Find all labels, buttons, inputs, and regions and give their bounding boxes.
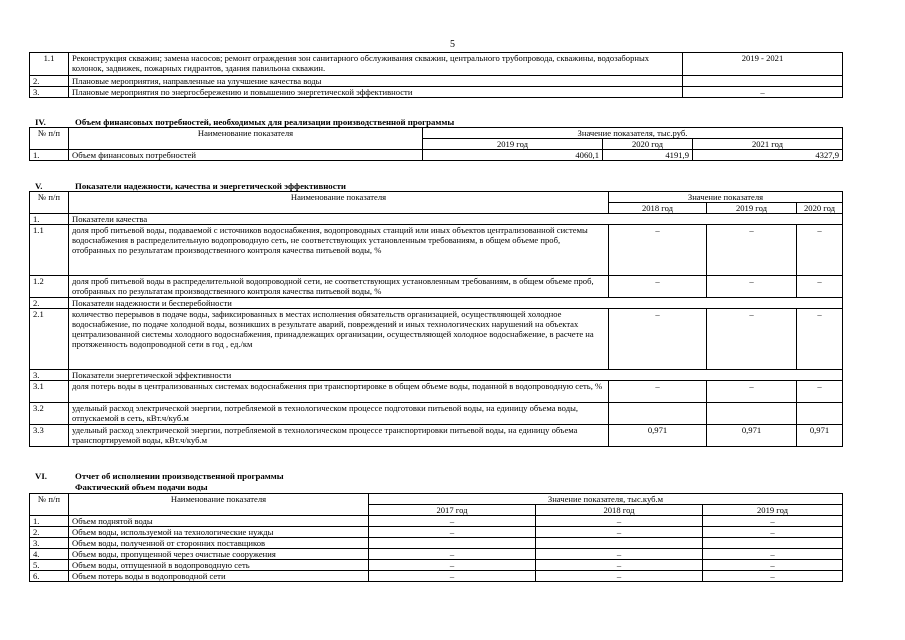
row-number: 3.2	[30, 403, 69, 425]
row-name: Объем потерь воды в водопроводной сети	[69, 571, 369, 582]
section-number: IV.	[35, 117, 46, 127]
row-value: –	[369, 527, 536, 538]
table-row	[30, 560, 843, 571]
row-value	[707, 403, 797, 425]
section-title: Отчет об исполнении производственной программы	[75, 471, 284, 481]
row-name: Объем поднятой воды	[69, 516, 369, 527]
financial-needs-table	[29, 127, 843, 161]
row-number: 1.1	[30, 53, 69, 76]
row-number: 3.	[30, 87, 69, 98]
section-number: VI.	[35, 471, 47, 481]
header-number: № п/п	[30, 494, 69, 516]
row-value: 0,971	[707, 425, 797, 447]
table-header-row	[30, 494, 843, 505]
activity-period	[683, 76, 843, 87]
row-value: –	[797, 381, 843, 403]
activity-period: –	[683, 87, 843, 98]
year-header: 2021 год	[693, 139, 843, 150]
section-number: V.	[35, 181, 43, 191]
row-value: –	[536, 516, 703, 527]
row-number: 1.	[30, 150, 69, 161]
header-name: Наименование показателя	[69, 128, 423, 150]
row-name: количество перерывов в подаче воды, зафиксированных в местах исполнения обязательств организацией, осуществляющей холодное водоснабжение, по подаче холодной воды, возникших в результате аварий, повреждений и иных технологических нарушений на объектах централизованной системы холодного водоснабжения, принадлежащих организации, осуществляющей холодное водоснабжение, в расчете на протяженность водопроводной сети в год , ед./км	[69, 309, 609, 370]
row-name: Объем воды, пропущенной через очистные сооружения	[69, 549, 369, 560]
row-name: доля потерь воды в централизованных системах водоснабжения при транспортировке в общем объеме воды, поданной в водопроводную сеть, %	[69, 381, 609, 403]
row-value	[369, 538, 536, 549]
row-value: 0,971	[797, 425, 843, 447]
group-row	[30, 370, 843, 381]
table-row	[30, 538, 843, 549]
year-header: 2019 год	[423, 139, 603, 150]
row-value: –	[703, 571, 843, 582]
row-value: –	[703, 527, 843, 538]
row-value: –	[703, 549, 843, 560]
group-row	[30, 214, 843, 225]
header-value: Значение показателя, тыс.куб.м	[369, 494, 843, 505]
row-number: 3.1	[30, 381, 69, 403]
row-value: –	[797, 276, 843, 298]
row-value	[609, 403, 707, 425]
row-value: 4060,1	[423, 150, 603, 161]
row-number: 3.	[30, 370, 69, 381]
row-value	[797, 403, 843, 425]
year-header: 2019 год	[707, 203, 797, 214]
group-name: Показатели надежности и бесперебойности	[69, 298, 843, 309]
row-number: 1.1	[30, 225, 69, 276]
year-header: 2019 год	[703, 505, 843, 516]
row-value: –	[797, 309, 843, 370]
table-row	[30, 571, 843, 582]
row-number: 2.1	[30, 309, 69, 370]
header-value: Значение показателя	[609, 192, 843, 203]
header-number: № п/п	[30, 128, 69, 150]
activity-text: Плановые мероприятия по энергосбережению и повышению энергетической эффективности	[69, 87, 683, 98]
section-6-subheading	[75, 482, 208, 492]
year-header: 2017 год	[369, 505, 536, 516]
row-value: –	[707, 276, 797, 298]
header-number: № п/п	[30, 192, 69, 214]
table-row	[30, 381, 843, 403]
row-value: –	[536, 549, 703, 560]
row-number: 2.	[30, 527, 69, 538]
table-row	[30, 225, 843, 276]
row-name: Объем воды, отпущенной в водопроводную сеть	[69, 560, 369, 571]
group-row	[30, 298, 843, 309]
row-number: 1.2	[30, 276, 69, 298]
row-value	[703, 538, 843, 549]
section-title: Показатели надежности, качества и энергетической эффективности	[75, 181, 346, 191]
row-value: –	[609, 276, 707, 298]
row-value: –	[536, 571, 703, 582]
table-header-row	[30, 192, 843, 203]
table-header-row	[30, 128, 843, 139]
row-name: удельный расход электрической энергии, потребляемой в технологическом процессе транспортировки питьевой воды, на единицу объема транспортируемой воды, кВт.ч/куб.м	[69, 425, 609, 447]
row-value: –	[369, 549, 536, 560]
year-header: 2018 год	[536, 505, 703, 516]
section-title: Объем финансовых потребностей, необходимых для реализации производственной программы	[75, 117, 455, 127]
row-value: –	[703, 560, 843, 571]
table-row	[30, 549, 843, 560]
row-value: –	[707, 309, 797, 370]
table-row	[30, 276, 843, 298]
activity-period: 2019 - 2021	[683, 53, 843, 76]
table-row	[30, 76, 843, 87]
row-name: удельный расход электрической энергии, потребляемой в технологическом процессе подготовки питьевой воды, на единицу объема воды, отпускаемой в сеть, кВт.ч/куб.м	[69, 403, 609, 425]
activities-table	[29, 52, 843, 98]
table-row	[30, 403, 843, 425]
section-subtitle: Фактический объем подачи воды	[75, 482, 208, 492]
row-value: –	[609, 309, 707, 370]
row-number: 3.3	[30, 425, 69, 447]
year-header: 2020 год	[603, 139, 693, 150]
row-value: –	[369, 560, 536, 571]
row-number: 6.	[30, 571, 69, 582]
table-row	[30, 516, 843, 527]
header-value: Значение показателя, тыс.руб.	[423, 128, 843, 139]
table-row	[30, 527, 843, 538]
row-name: Объем воды, полученной от сторонних поставщиков	[69, 538, 369, 549]
group-name: Показатели энергетической эффективности	[69, 370, 843, 381]
activity-text: Плановые мероприятия, направленные на улучшение качества воды	[69, 76, 683, 87]
row-value: –	[369, 571, 536, 582]
row-number: 4.	[30, 549, 69, 560]
row-value: –	[609, 381, 707, 403]
row-value: –	[707, 225, 797, 276]
row-number: 2.	[30, 76, 69, 87]
row-name: доля проб питьевой воды, подаваемой с источников водоснабжения, водопроводных станций или иных объектов централизованной системы водоснабжения в распределительную водопроводную сеть, не соответствующих установленным требованиям, в общем объеме проб, отобранных по результатам производственного контроля качества питьевой воды, %	[69, 225, 609, 276]
table-row	[30, 87, 843, 98]
row-number: 1.	[30, 214, 69, 225]
row-value: –	[536, 560, 703, 571]
row-name: доля проб питьевой воды в распределительной водопроводной сети, не соответствующих установленным требованиям, в общем объеме проб, отобранных по результатам производственного контроля качества питьевой воды, %	[69, 276, 609, 298]
row-number: 2.	[30, 298, 69, 309]
row-value: –	[369, 516, 536, 527]
table-row	[30, 425, 843, 447]
year-header: 2018 год	[609, 203, 707, 214]
row-number: 5.	[30, 560, 69, 571]
row-value: 4327,9	[693, 150, 843, 161]
table-row	[30, 309, 843, 370]
table-row	[30, 150, 843, 161]
header-name: Наименование показателя	[69, 494, 369, 516]
header-name: Наименование показателя	[69, 192, 609, 214]
row-value: –	[609, 225, 707, 276]
row-number: 3.	[30, 538, 69, 549]
page-number: 5	[450, 39, 455, 50]
reliability-indicators-table	[29, 191, 843, 447]
row-value	[536, 538, 703, 549]
table-row	[30, 53, 843, 76]
row-value: 0,971	[609, 425, 707, 447]
row-value: –	[703, 516, 843, 527]
row-value: –	[536, 527, 703, 538]
row-name: Объем финансовых потребностей	[69, 150, 423, 161]
row-value: 4191,9	[603, 150, 693, 161]
row-value: –	[707, 381, 797, 403]
group-name: Показатели качества	[69, 214, 843, 225]
row-value: –	[797, 225, 843, 276]
year-header: 2020 год	[797, 203, 843, 214]
row-number: 1.	[30, 516, 69, 527]
water-supply-report-table	[29, 493, 843, 582]
row-name: Объем воды, используемой на технологические нужды	[69, 527, 369, 538]
activity-text: Реконструкция скважин; замена насосов; ремонт ограждения зон санитарного обслуживания скважин, центрального трубопровода, скважины, водозаборных колонок, задвижек, пожарных гидрантов, здания павильона скважин.	[69, 53, 683, 76]
